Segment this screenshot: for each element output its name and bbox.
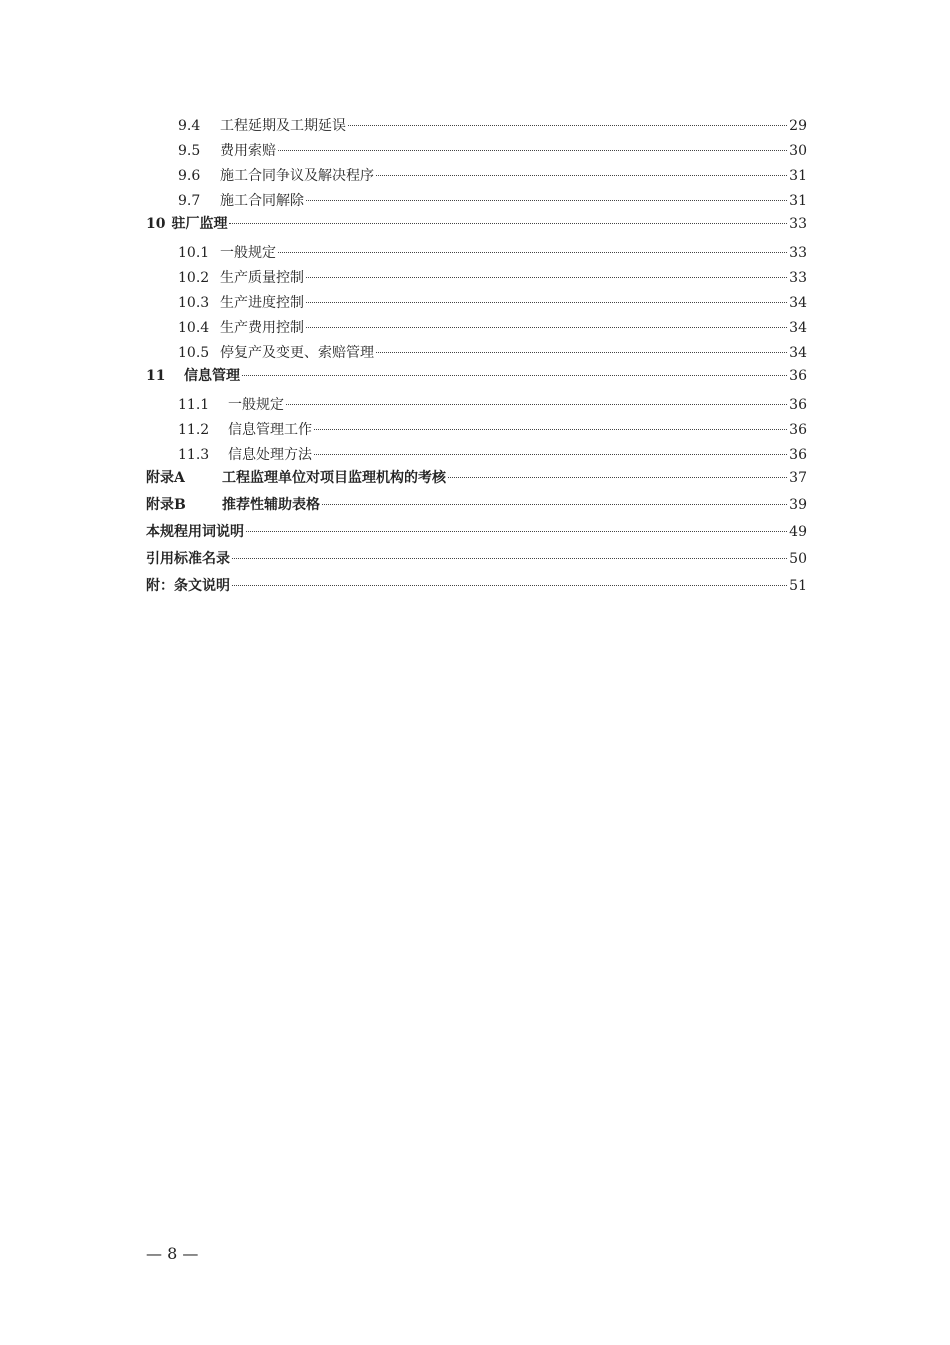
- dot-leader: [314, 429, 787, 430]
- dot-leader: [278, 252, 787, 253]
- toc-entry-title: 附：条文说明: [146, 578, 230, 594]
- toc-entry-page: 36: [789, 397, 807, 413]
- toc-entry-referenced-standards[interactable]: [146, 549, 807, 569]
- dot-leader: [306, 302, 787, 303]
- toc-entry-page: 33: [789, 245, 807, 261]
- dot-leader: [232, 585, 787, 586]
- toc-entry-number: 10: [146, 216, 166, 232]
- dot-leader: [348, 125, 787, 126]
- toc-entry-10-1[interactable]: [178, 243, 807, 263]
- toc-entry-title: 引用标准名录: [146, 551, 230, 567]
- dot-leader: [278, 150, 787, 151]
- toc-entry-title: 工程延期及工期延误: [220, 118, 346, 134]
- toc-entry-title: 生产费用控制: [220, 320, 304, 336]
- toc-entry-title: 生产进度控制: [220, 295, 304, 311]
- toc-entry-title: 一般规定: [220, 245, 276, 261]
- toc-entry-title: 信息管理: [184, 368, 240, 384]
- toc-entry-number: 9.5: [178, 143, 201, 159]
- toc-entry-11-3[interactable]: [178, 445, 807, 465]
- toc-entry-title: 费用索赔: [220, 143, 276, 159]
- toc-entry-page: 49: [789, 524, 807, 540]
- toc-entry-number: 10.2: [178, 270, 210, 286]
- toc-entry-title: 工程监理单位对项目监理机构的考核: [222, 470, 446, 486]
- toc-entry-title: 信息处理方法: [228, 447, 312, 463]
- toc-entry-10-5[interactable]: [178, 343, 807, 363]
- dot-leader: [322, 504, 787, 505]
- toc-entry-number: 11.2: [178, 422, 210, 438]
- toc-entry-number: 9.4: [178, 118, 201, 134]
- toc-entry-11-2[interactable]: [178, 420, 807, 440]
- toc-entry-10-3[interactable]: [178, 293, 807, 313]
- toc-entry-title: 停复产及变更、索赔管理: [220, 345, 374, 361]
- toc-entry-number: 10.3: [178, 295, 210, 311]
- dot-leader: [448, 477, 787, 478]
- dot-leader: [306, 327, 787, 328]
- toc-entry-page: 36: [789, 447, 807, 463]
- toc-entry-appendix-b[interactable]: [146, 495, 807, 515]
- toc-entry-number: 9.7: [178, 193, 201, 209]
- toc-entry-number: 11.3: [178, 447, 210, 463]
- toc-entry-terminology[interactable]: [146, 522, 807, 542]
- toc-entry-page: 34: [789, 345, 807, 361]
- toc-entry-page: 39: [789, 497, 807, 513]
- toc-entry-title: 驻厂监理: [171, 216, 228, 232]
- toc-entry-page: 36: [789, 368, 807, 384]
- dot-leader: [376, 352, 787, 353]
- toc-entry-title: 生产质量控制: [220, 270, 304, 286]
- dot-leader: [232, 558, 787, 559]
- dot-leader: [376, 175, 787, 176]
- toc-entry-10-4[interactable]: [178, 318, 807, 338]
- dot-leader: [306, 277, 787, 278]
- toc-entry-9-5[interactable]: [178, 141, 807, 161]
- dot-leader: [242, 375, 787, 376]
- toc-entry-page: 50: [789, 551, 807, 567]
- toc-entry-page: 31: [789, 193, 807, 209]
- toc-entry-title: 一般规定: [228, 397, 284, 413]
- toc-entry-page: 30: [789, 143, 807, 159]
- dot-leader: [286, 404, 787, 405]
- toc-entry-page: 37: [789, 470, 807, 486]
- toc-entry-10-2[interactable]: [178, 268, 807, 288]
- toc-entry-title: 本规程用词说明: [146, 524, 244, 540]
- toc-entry-page: 34: [789, 320, 807, 336]
- toc-entry-page: 33: [789, 216, 807, 232]
- toc-entry-chapter-11[interactable]: [146, 366, 807, 386]
- toc-entry-title: 施工合同解除: [220, 193, 304, 209]
- toc-entry-page: 31: [789, 168, 807, 184]
- toc-entry-number: 9.6: [178, 168, 201, 184]
- toc-entry-page: 51: [789, 578, 807, 594]
- dot-leader: [229, 223, 787, 224]
- toc-entry-page: 34: [789, 295, 807, 311]
- toc-entry-appendix-a[interactable]: [146, 468, 807, 488]
- page-number: — 8 —: [146, 1244, 199, 1263]
- toc-entry-9-7[interactable]: [178, 191, 807, 211]
- toc-entry-number: 附录B: [146, 497, 186, 513]
- toc-entry-number: 10.4: [178, 320, 210, 336]
- dot-leader: [306, 200, 787, 201]
- toc-entry-number: 10.1: [178, 245, 210, 261]
- toc-entry-number: 11.1: [178, 397, 210, 413]
- toc-entry-11-1[interactable]: [178, 395, 807, 415]
- toc-entry-number: 10.5: [178, 345, 210, 361]
- toc-entry-page: 33: [789, 270, 807, 286]
- toc-entry-number: 11: [146, 368, 166, 384]
- toc-entry-title: 信息管理工作: [228, 422, 312, 438]
- toc-entry-title: 施工合同争议及解决程序: [220, 168, 374, 184]
- dot-leader: [314, 454, 787, 455]
- toc-entry-chapter-10[interactable]: [146, 214, 807, 234]
- toc-entry-9-4[interactable]: [178, 116, 807, 136]
- dot-leader: [246, 531, 787, 532]
- toc-entry-title: 推荐性辅助表格: [222, 497, 320, 513]
- toc-entry-9-6[interactable]: [178, 166, 807, 186]
- toc-entry-page: 29: [789, 118, 807, 134]
- toc-entry-number: 附录A: [146, 470, 185, 486]
- toc-entry-page: 36: [789, 422, 807, 438]
- toc-entry-clause-explanation[interactable]: [146, 576, 807, 596]
